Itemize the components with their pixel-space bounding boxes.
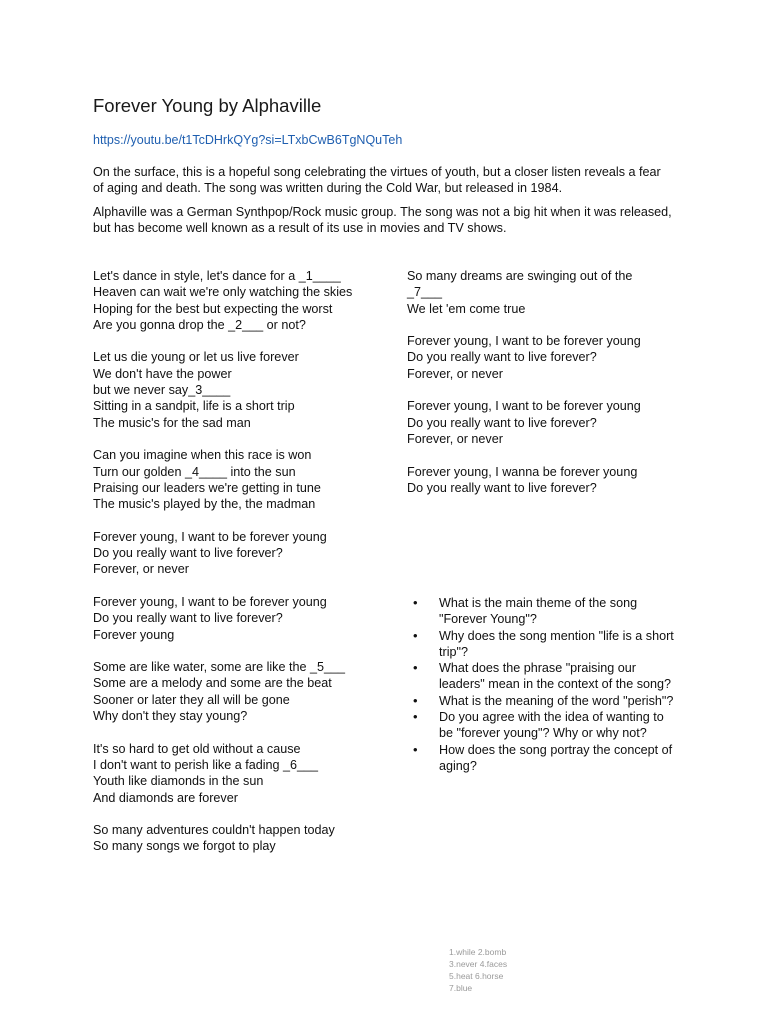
lyric-line: Forever young, I want to be forever young <box>93 529 327 544</box>
question-item <box>413 628 675 661</box>
lyric-line: I don't want to perish like a fading _6___ <box>93 757 319 772</box>
lyric-line: Do you really want to live forever? <box>407 350 597 365</box>
stanza-gap <box>93 724 383 740</box>
bullet-icon: • <box>413 595 418 610</box>
answer-key-line: 7.blue <box>449 983 473 993</box>
question-item <box>413 709 675 742</box>
lyric-line: So many songs we forgot to play <box>93 839 276 854</box>
lyric-line: Can you imagine when this race is won <box>93 448 312 463</box>
lyric-line: Some are a melody and some are the beat <box>93 676 332 691</box>
question-item <box>413 742 675 775</box>
page-title: Forever Young by Alphaville <box>93 95 322 116</box>
question-text: How does the song portray the concept of aging? <box>439 742 673 773</box>
question-text: What is the main theme of the song "Forever Young"? <box>439 596 638 627</box>
lyric-line: Do you really want to live forever? <box>93 611 283 626</box>
question-text: Why does the song mention "life is a short trip"? <box>439 628 674 659</box>
stanza-gap <box>93 431 383 447</box>
lyric-line: Do you really want to live forever? <box>407 415 597 430</box>
lyric-line: Forever, or never <box>93 562 189 577</box>
answer-key-line: 1.while 2.bomb <box>449 947 507 957</box>
lyric-line: Forever young, I wanna be forever young <box>407 464 638 479</box>
lyric-line: And diamonds are forever <box>93 790 238 805</box>
answer-key-line: 3.never 4.faces <box>449 959 508 969</box>
lyric-line: So many dreams are swinging out of the <box>407 269 633 283</box>
lyric-line: Some are like water, some are like the _5___ <box>93 660 346 675</box>
stanza-gap <box>93 333 383 349</box>
lyric-line: The music's played by the, the madman <box>93 497 316 512</box>
stanza-gap <box>407 447 677 463</box>
lyric-line: _7___ <box>407 285 443 300</box>
lyrics-left-column <box>93 268 383 855</box>
lyric-line: We don't have the power <box>93 366 232 381</box>
stanza-gap <box>93 578 383 594</box>
question-item <box>413 660 675 693</box>
lyric-line: Are you gonna drop the _2___ or not? <box>93 317 306 332</box>
lyric-line: Let's dance in style, let's dance for a _1____ <box>93 269 341 283</box>
question-item <box>413 693 675 709</box>
lyric-line: Sooner or later they all will be gone <box>93 692 290 707</box>
lyric-line: Hoping for the best but expecting the worst <box>93 301 333 316</box>
intro-paragraph-2: Alphaville was a German Synthpop/Rock music group. The song was not a big hit when it was released, but has become well known as a result of its use in movies and TV shows. <box>93 205 672 236</box>
lyric-line: Forever young, I want to be forever young <box>407 399 641 414</box>
stanza-gap <box>93 643 383 659</box>
bullet-icon: • <box>413 660 418 676</box>
stanza-gap <box>407 382 677 398</box>
bullet-icon: • <box>413 709 418 725</box>
lyric-line: Forever young, I want to be forever young <box>93 594 327 609</box>
intro-paragraph-1: On the surface, this is a hopeful song celebrating the virtues of youth, but a closer listen reveals a fear of aging and death. The song was written during the Cold War, but released in 1984. <box>93 165 661 196</box>
lyric-line: Heaven can wait we're only watching the skies <box>93 285 353 300</box>
lyric-line: Praising our leaders we're getting in tune <box>93 480 321 495</box>
discussion-questions <box>413 595 675 774</box>
lyric-line: Forever young, I want to be forever young <box>407 334 641 349</box>
question-item <box>413 595 675 628</box>
lyric-line: Sitting in a sandpit, life is a short trip <box>93 399 295 414</box>
question-text: What does the phrase "praising our leaders" mean in the context of the song? <box>439 661 672 692</box>
answer-key <box>449 946 507 994</box>
bullet-icon: • <box>413 692 418 708</box>
bullet-icon: • <box>413 627 418 643</box>
lyric-line: So many adventures couldn't happen today <box>93 823 335 838</box>
stanza-gap <box>407 317 677 333</box>
lyric-line: The music's for the sad man <box>93 415 251 430</box>
youtube-link[interactable]: https://youtu.be/t1TcDHrkQYg?si=LTxbCwB6TgNQuTeh <box>93 133 403 147</box>
lyric-line: Do you really want to live forever? <box>93 546 283 561</box>
lyric-line: It's so hard to get old without a cause <box>93 741 301 756</box>
lyric-line: Turn our golden _4____ into the sun <box>93 464 296 479</box>
lyric-line: Forever, or never <box>407 431 503 446</box>
lyric-line: Do you really want to live forever? <box>407 480 597 495</box>
question-text: What is the meaning of the word "perish"? <box>439 693 674 708</box>
question-text: Do you agree with the idea of wanting to be "forever young"? Why or why not? <box>439 710 664 741</box>
bullet-icon: • <box>413 741 418 757</box>
lyric-line: Forever, or never <box>407 366 503 381</box>
lyrics-right-column <box>407 268 677 496</box>
stanza-gap <box>93 806 383 822</box>
stanza-gap <box>93 512 383 528</box>
lyric-line: Forever young <box>93 627 175 642</box>
lyric-line: Why don't they stay young? <box>93 709 248 724</box>
lyric-line: We let 'em come true <box>407 301 526 316</box>
answer-key-line: 5.heat 6.horse <box>449 971 504 981</box>
lyric-line: but we never say_3____ <box>93 383 231 398</box>
lyric-line: Youth like diamonds in the sun <box>93 774 264 789</box>
lyric-line: Let us die young or let us live forever <box>93 350 299 365</box>
